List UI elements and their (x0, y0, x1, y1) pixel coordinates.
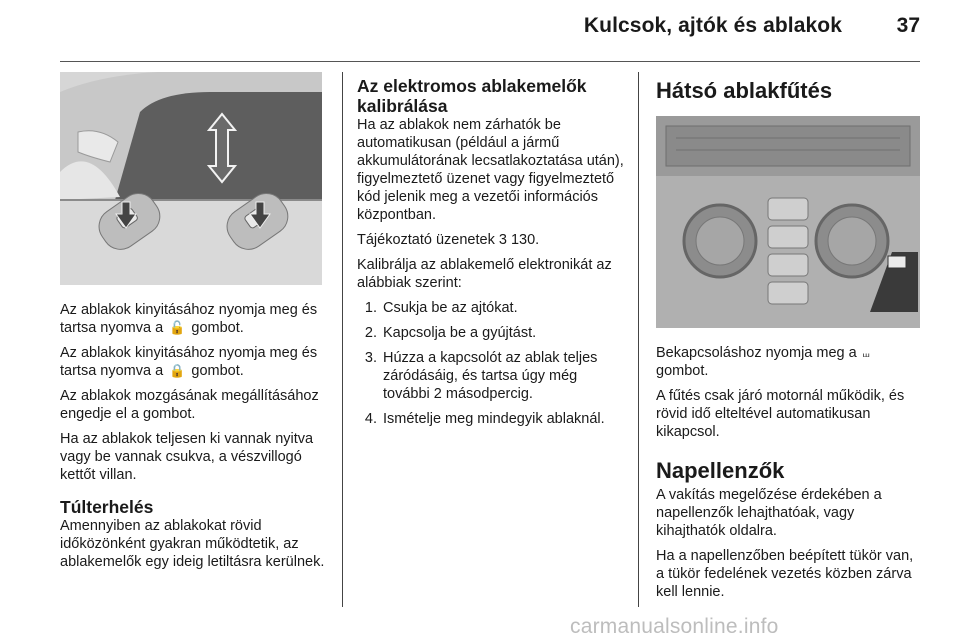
section-title: Kulcsok, ajtók és ablakok (583, 14, 842, 37)
calibration-steps (357, 299, 627, 428)
paragraph-calibrate: Kalibrálja az ablakemelő elektronikát az alábbiak szerint: (357, 257, 612, 291)
column-divider-1 (342, 72, 343, 607)
list-item: 1. Csukja be az ajtókat. (364, 300, 518, 316)
header-rule (60, 61, 920, 62)
heading-calibration: Az elektromos ablakemelők kalibrálása (357, 76, 587, 116)
column-2 (357, 72, 627, 435)
list-item: 3. Húzza a kapcsolót az ablak teljes záródásáig, és tartsa úgy még további 2 másodpercig. (364, 350, 598, 402)
paragraph-sun-visors: A vakítás megelőzése érdekében a napellenzők lehajthatóak, vagy kihajthatók oldalra. (656, 487, 882, 539)
window-key-illustration (60, 72, 322, 285)
paragraph-calibration-intro: Ha az ablakok nem zárhatók be automatikusan (például a jármű akkumulátorának lecsatlakoztatása után), figyelmeztető üzenet vagy figyelmeztető kód jelenik meg a vezetői információs központban. (357, 117, 624, 223)
paragraph-hazard: Ha az ablakok teljesen ki vannak nyitva vagy be vannak csukva, a vészvillogó kettőt villan. (60, 431, 314, 483)
paragraph-lock: Az ablakok kinyitásához nyomja meg és tartsa nyomva a 🔒 gombot. (60, 345, 318, 379)
paragraph-info-messages: Tájékoztató üzenetek 3 130. (357, 232, 540, 248)
window-key-figure (60, 72, 322, 285)
rear-window-heater-icon: ⧢ (862, 345, 870, 360)
rear-window-heater-figure (656, 116, 920, 328)
paragraph-unlock: Az ablakok kinyitásához nyomja meg és tartsa nyomva a 🔓 gombot. (60, 302, 318, 336)
paragraph-overload: Amennyiben az ablakokat rövid időközönként gyakran működtetik, az ablakemelők egy ideig letiltásra kerülnek. (60, 518, 325, 570)
lock-icon: 🔒 (169, 363, 186, 378)
heading-rear-window-heater: Hátsó ablakfűtés (656, 78, 833, 103)
column-3 (656, 72, 922, 608)
heading-overload: Túlterhelés (60, 497, 154, 517)
paragraph-activate: Bekapcsoláshoz nyomja meg a ⧢ gombot. (656, 345, 870, 379)
page-header (0, 0, 960, 62)
paragraph-mirror: Ha a napellenzőben beépített tükör van, a tükör fedelének vezetés közben zárva kell lennie. (656, 548, 914, 600)
paragraph-heater-info: A fűtés csak járó motornál működik, és rövid idő elteltével automatikusan kikapcsol. (656, 388, 905, 440)
heading-sun-visors: Napellenzők (656, 458, 785, 483)
watermark: carmanualsonline.info (570, 615, 779, 638)
page-ref-arrow-icon: 3 (498, 232, 507, 248)
page-number: 37 (896, 14, 920, 37)
column-1 (60, 72, 332, 578)
list-item: 4. Ismételje meg mindegyik ablaknál. (364, 411, 605, 427)
climate-panel-illustration (656, 116, 920, 328)
paragraph-stop: Az ablakok mozgásának megállításához engedje el a gombot. (60, 388, 319, 422)
column-divider-2 (638, 72, 639, 607)
list-item: 2. Kapcsolja be a gyújtást. (364, 325, 537, 341)
unlock-icon: 🔓 (169, 320, 186, 335)
